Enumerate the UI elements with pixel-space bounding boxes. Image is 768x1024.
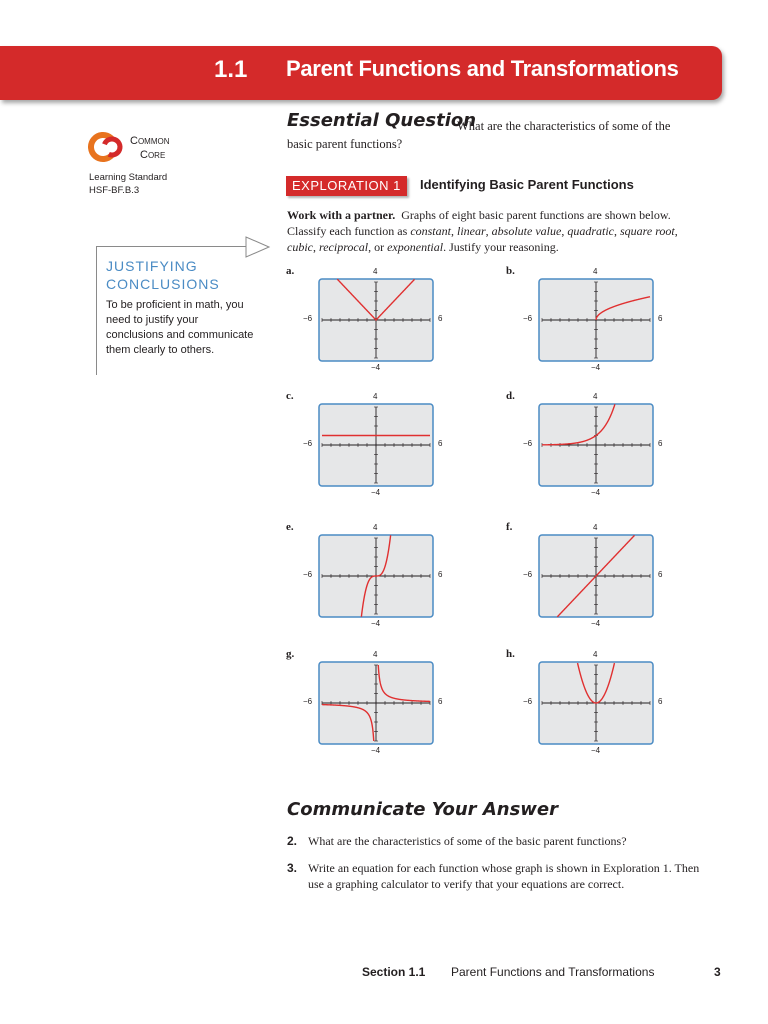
y-min-tick-label: −4 <box>371 363 381 372</box>
justifying-body: To be proficient in math, you need to justify your conclusions and communicate them clearly to others. <box>106 299 254 356</box>
function-graph <box>318 403 434 487</box>
footer-section: Section 1.1 <box>362 965 426 979</box>
footer-page-number: 3 <box>714 965 721 979</box>
y-min-tick-label: −4 <box>371 746 381 755</box>
x-min-tick-label: −6 <box>303 697 313 706</box>
question-text: What are the characteristics of some of the basic parent functions? <box>308 834 627 848</box>
question-number: 3. <box>287 861 298 875</box>
section-banner <box>0 46 722 100</box>
y-max-tick-label: 4 <box>593 267 598 276</box>
y-max-tick-label: 4 <box>593 650 598 659</box>
graph-label: h. <box>506 648 515 660</box>
x-min-tick-label: −6 <box>523 314 533 323</box>
y-min-tick-label: −4 <box>591 619 601 628</box>
function-graph <box>538 661 654 745</box>
justifying-title: JUSTIFYING CONCLUSIONS <box>106 258 220 292</box>
graph-label: b. <box>506 265 515 277</box>
x-max-tick-label: 6 <box>658 314 663 323</box>
y-min-tick-label: −4 <box>591 746 601 755</box>
function-graph <box>538 534 654 618</box>
x-max-tick-label: 6 <box>438 697 443 706</box>
graph-label: f. <box>506 521 513 533</box>
y-min-tick-label: −4 <box>591 488 601 497</box>
y-min-tick-label: −4 <box>371 488 381 497</box>
x-min-tick-label: −6 <box>303 314 313 323</box>
function-graph <box>318 661 434 745</box>
x-min-tick-label: −6 <box>523 439 533 448</box>
exploration-badge: EXPLORATION 1 <box>286 176 407 196</box>
exploration-title: Identifying Basic Parent Functions <box>420 177 634 192</box>
graph-label: g. <box>286 648 295 660</box>
x-max-tick-label: 6 <box>438 439 443 448</box>
exploration-instructions: Work with a partner. Graphs of eight basic parent functions are shown below. Classify each function as constant, linear, absolute value, quadratic, square root, cubic, reciprocal, or exponential. Justify your reasoning. <box>287 208 678 254</box>
essential-question-text: What are the characteristics of some of the basic parent functions? <box>287 119 671 151</box>
x-max-tick-label: 6 <box>658 697 663 706</box>
y-max-tick-label: 4 <box>373 523 378 532</box>
x-max-tick-label: 6 <box>438 314 443 323</box>
function-graph <box>318 278 434 362</box>
section-number: 1.1 <box>214 56 248 83</box>
footer-title: Parent Functions and Transformations <box>451 965 655 979</box>
communicate-heading: Communicate Your Answer <box>287 799 558 820</box>
x-min-tick-label: −6 <box>523 697 533 706</box>
x-max-tick-label: 6 <box>658 439 663 448</box>
y-max-tick-label: 4 <box>373 650 378 659</box>
function-graph <box>538 403 654 487</box>
question-text: Write an equation for each function whose graph is shown in Exploration 1. Then use a graphing calculator to verify that your equations are correct. <box>308 861 700 891</box>
x-min-tick-label: −6 <box>303 439 313 448</box>
question-number: 2. <box>287 834 298 848</box>
graph-label: c. <box>286 390 294 402</box>
function-graph <box>538 278 654 362</box>
section-title: Parent Functions and Transformations <box>286 56 679 81</box>
essential-question-label: Essential Question <box>287 110 477 131</box>
common-core-label: Common Core <box>130 135 170 161</box>
y-min-tick-label: −4 <box>371 619 381 628</box>
x-max-tick-label: 6 <box>658 570 663 579</box>
y-max-tick-label: 4 <box>373 392 378 401</box>
x-max-tick-label: 6 <box>438 570 443 579</box>
x-min-tick-label: −6 <box>523 570 533 579</box>
graph-label: e. <box>286 521 294 533</box>
learning-standard: Learning Standard HSF-BF.B.3 <box>89 172 168 196</box>
y-max-tick-label: 4 <box>373 267 378 276</box>
y-min-tick-label: −4 <box>591 363 601 372</box>
graph-label: d. <box>506 390 515 402</box>
callout-arrow-icon <box>245 236 271 258</box>
x-min-tick-label: −6 <box>303 570 313 579</box>
y-max-tick-label: 4 <box>593 392 598 401</box>
common-core-logo-icon <box>88 128 126 166</box>
function-graph <box>318 534 434 618</box>
graph-label: a. <box>286 265 295 277</box>
y-max-tick-label: 4 <box>593 523 598 532</box>
